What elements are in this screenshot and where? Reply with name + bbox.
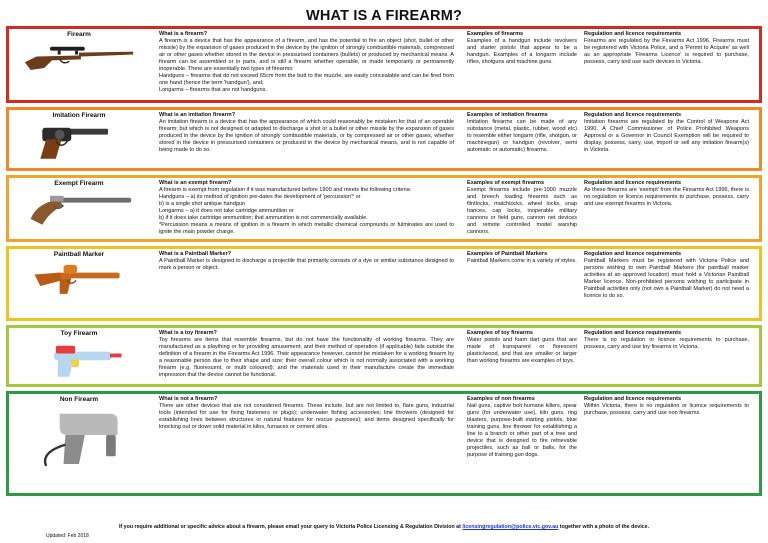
definition-cell [149,110,464,168]
section-heading: Examples of Paintball Markers [467,251,548,257]
category-row [6,175,762,242]
paintball-marker-icon [21,261,137,305]
section-text: Handguns – a) its method of ignition pre-dates the development of 'percussion'* or [159,194,361,200]
section-text: Handguns – firearms that do not exceed 65cm from the butt to the muzzle, are easily concealable and can be fired from one hand (hence the term 'handgun'), and, [159,73,454,86]
section-heading: Examples of toy firearms [467,330,533,336]
page-title: WHAT IS A FIREARM? [305,8,463,24]
section-heading: What is a toy firearm? [159,330,217,336]
examples-cell [464,178,580,239]
section-heading: What is an exempt firearm? [159,180,232,186]
updated-date: Updated: Feb 2018 [46,533,89,539]
section-heading: Examples of firearms [467,31,524,37]
category-row [6,391,762,496]
section-text: Longarms – firearms that are not handguns. [159,87,267,93]
section-heading: Examples of imitation firearms [467,112,548,118]
section-text: An imitation firearm is a device that has the appearance of which could reasonably be mistaken for that of an operable firearm; but which is not designed or adapted to discharge a shot or a bullet or other missile by the expansion of gases produced in the device by the ignition of strongly combustible materials, or by compressed air or other gases, whether stored in the device in pressurised containers or produced in the device by mechanical means, and is not capable of being made to do so. [159,119,454,153]
category-row [6,107,762,171]
category-label: Non Firearm [59,396,99,403]
regulation-cell [580,29,759,100]
section-text: Nail guns, captive bolt humane killers, spear guns (for underwater use), kiln guns, ring blasters, purpose-built starting pistols, blue training guns, line thrower for establishing a line to a branch or other part of a tree and device that is designed to fire retrievable projectiles, such as ball or balls, for the purpose of training gun dogs. [467,403,577,458]
section-text: There is no regulation or licence requirements to purchase, possess, carry and use toy firearms in Victoria. [584,337,749,350]
examples-cell [464,394,580,493]
section-heading: Regulation and licence requirements [584,180,682,186]
regulation-cell [580,110,759,168]
category-row [6,26,762,103]
definition-cell [149,29,464,100]
section-text: Firearms are regulated by the Firearms Act 1996. Firearms must be registered with Victoria Police, and a 'Permit to Acquire' as well as an appropriate 'Firearms Licence' is required to purchase, possess, carry and use such devices in Victoria. [584,38,749,65]
section-text: As these firearms are 'exempt' from the Firearms Act 1996, there is no regulation or licence requirements to purchase, possess, carry and use exempt firearms in Victoria. [584,187,749,207]
category-image-cell [9,29,149,100]
definition-cell [149,178,464,239]
category-image-cell [9,110,149,168]
section-text: A firearm is a device that has the appearance of a firearm, and has the potential to fire an object (shot, bullet or other missile) by the expansion of gases produced in the device by the ignition of strongly combustible materials, compressed air or other gases whether stored in the device in pressurised containers (bullets) or produced by mechanical means. A firearm can be assembled or in parts, and is still a firearm whether operable, or made temporarily or permanently inoperable. There are essentially two types of firearms: [159,38,454,72]
regulation-cell [580,178,759,239]
examples-cell [464,110,580,168]
category-row [6,246,762,321]
regulation-cell [580,394,759,493]
section-text: Paintball Markers come in a variety of styles. [467,258,577,264]
section-text: Water pistols and foam dart guns that are made of transparent or florescent plastic/wood, and that are smaller or larger than working firearms are examples of toys. [467,337,577,364]
section-text: There are other devices that are not considered firearms. These include, but are not limited to, flare guns, industrial tools (intended for use for fixing fasteners or plugs); underwater fishing accessories; line throwers (designed for establishing lines between structures or natural features for rescue purposes); and items designed specifically for knocking out or down solid material in kilns, furnaces or cement silos. [159,403,454,430]
section-text: A Paintball Marker is designed to discharge a projectile that primarily consists of a dye or similar substance designed to mark a person or object. [159,258,454,271]
category-label: Paintball Marker [53,251,105,258]
section-text: Examples of a handgun include revolvers and starter pistols that appear to be a handgun. Examples of a longarm include rifles, shotguns and machine guns. [467,38,577,65]
section-heading: Regulation and licence requirements [584,396,682,402]
section-heading: Regulation and licence requirements [584,112,682,118]
section-heading: Regulation and licence requirements [584,31,682,37]
antique-pistol-icon [21,190,137,234]
section-text: b) if it does take cartridge ammunition; that ammunition is not commercially available. [159,215,368,221]
category-label: Exempt Firearm [54,180,104,187]
section-heading: Regulation and licence requirements [584,330,682,336]
section-heading: Regulation and licence requirements [584,251,682,257]
category-image-cell [9,328,149,384]
section-text: Imitation firearms are regulated by the Control of Weapons Act 1990. A Chief Commissioner of Police Prohibited Weapons Approval or a Governor in Council Exemption will be required to display, possess, carry, use, import or sell any imitation firearm(s) in Victoria. [584,119,749,153]
definition-cell [149,328,464,384]
section-text: Within Victoria, there is no regulation or licence requirements to purchase, possess, carry and use non firearms. [584,403,749,416]
section-heading: What is an imitation firearm? [159,112,236,118]
category-image-cell [9,249,149,318]
section-text: *Percussion means a means of ignition in a firearm in which metallic chemical compounds or fulminates are used to ignite the main powder charge. [159,222,454,235]
category-label: Firearm [67,31,91,38]
category-label: Toy Firearm [60,330,98,337]
regulation-cell [580,328,759,384]
category-label: Imitation Firearm [52,112,106,119]
definition-cell [149,249,464,318]
examples-cell [464,29,580,100]
category-image-cell [9,394,149,493]
contact-email-link[interactable]: licensingregulation@police.vic.gov.au [462,524,559,530]
footer-note [0,524,768,530]
nail-gun-icon [21,406,137,475]
firearm-categories [6,26,762,496]
category-image-cell [9,178,149,239]
section-heading: What is a firearm? [159,31,208,37]
footer-text-after: together with a photo of the device. [558,524,650,530]
regulation-cell [580,249,759,318]
examples-cell [464,328,580,384]
water-pistol-icon [21,340,137,384]
definition-cell [149,394,464,493]
section-text: Exempt firearms include pre-1900 muzzle and breech loading firearms such as flintlocks, matchlocks, wheel locks, snap hances, cap locks, inoperable military cannons or field guns, cannon net devices and remote controlled model warship cannons. [467,187,577,235]
footer-text-before: If you require additional or specific advice about a firearm, please email your query to Victoria Police Licensing & Regulation Division at [118,524,463,530]
revolver-icon [21,122,137,166]
section-text: A firearm is exempt from regulation if it was manufactured before 1900 and meets the following criteria: [159,187,412,193]
rifle-icon [21,41,137,79]
section-text: b) is a single shot antique handgun [159,201,246,207]
section-heading: What is not a firearm? [159,396,218,402]
section-text: Paintball Markers must be registered with Victoria Police and persons wishing to own Paintball Markers (for paintball marker activities at an approved location) must hold a Victorian Paintball Marker licence. Non-prohibited persons wishing to participate in Paintball activities only (not own a Paintball Marker) do not need a licence to do so. [584,258,749,299]
section-heading: Examples of non firearms [467,396,535,402]
section-text: Imitation firearms can be made of any substance (metal, plastic, rubber, wood etc) to resemble either longarm (rifle, shotgun, or machinegun) or handgun (revolver, semi automatic or automatic) firearms. [467,119,577,153]
section-heading: Examples of exempt firearms [467,180,545,186]
section-heading: What is a Paintball Marker? [159,251,232,257]
examples-cell [464,249,580,318]
section-text: Longarms – a) it does not take cartridge ammunition or [159,208,294,214]
category-row [6,325,762,387]
section-text: Toy firearms are items that resemble firearms, but do not have the functionality of working firearms. They are manufactured as a plaything or for providing amusement; and their method of operation (if applicable) fails outside the definition of a firearm in the Firearms Act 1996. Their appearance however, cannot be mistaken for a working firearm by a reasonable person due to their shape and size; their overall colour which is not normally associated with a working firearm (e.g. fluorescent, or multi coloured); and the materials used in their manufacture create the immediate impression that the device cannot be functional. [159,337,454,378]
